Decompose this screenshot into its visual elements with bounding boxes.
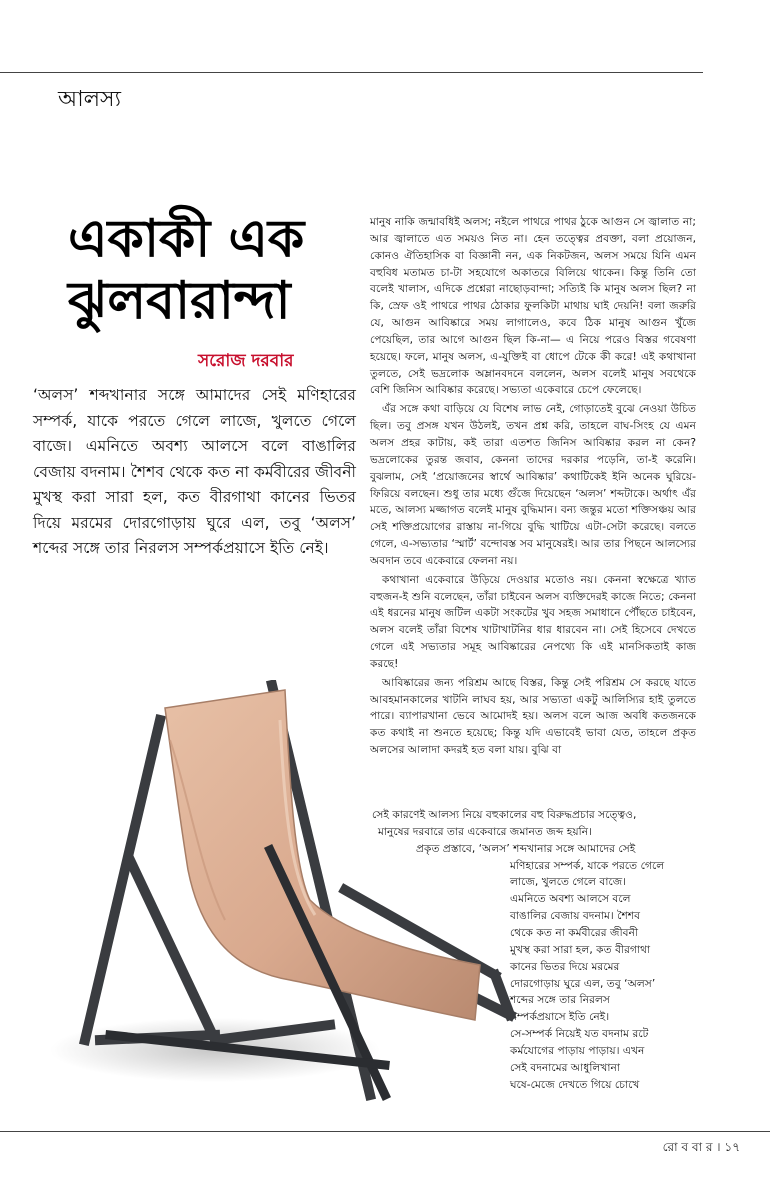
body-paragraph-3: কথাখানা একেবারে উড়িয়ে দেওয়ার মতোও নয়। কেননা স্বক্ষেত্রে খ্যাত বহুজন-ই শুনি বলেছেন, তাঁরা চাইবেন অলস ব্যক্তিদেরই কাজে নিতে; কেননা এই ধরনের মানুষ জটিল একটা সংকটের খুব সহজ সমাধানে পৌঁছতে চাইবেন, অলস বলেই তাঁরা বিশেষ খাটাখাটনির ধার ধারবেন না। সেই হিসেবে দেখতে গেলে এই সভ্যতার সমূহ আবিষ্কারের নেপথ্যে কি এই মানসিকতাই কাজ করছে! [370,572,696,670]
body-column [370,214,696,761]
wrapped-text-line: কর্মযোগের পাড়ায় পাড়ায়। এখন [510,1043,645,1057]
lede-paragraph: ‘অলস’ শব্দখানার সঙ্গে আমাদের সেই মণিহারের সম্পর্ক, যাকে পরতে গেলে লাজে, খুলতে গেলে বাজে। এমনিতে অবশ্য আলসে বলে বাঙালির বেজায় বদনাম। শৈশব থেকে কত না কর্মবীরের জীবনী মুখস্থ করা সারা হল, কত বীরগাথা কানের ভিতর দিয়ে মরমের দোরগোড়ায় ঘুরে এল, তবু ‘অলস’ শব্দের সঙ্গে তার নিরলস সম্পর্কপ্রয়াসে ইতি নেই। [33,386,356,557]
wrapped-text-line: বাঙালির বেজায় বদনাম। শৈশব [510,909,641,923]
bottom-rule [0,1131,770,1132]
wrapped-text-line: লাজে, খুলতে গেলে বাজে। [510,875,627,889]
body-paragraph-4: আবিষ্কারের জন্য পরিশ্রম আছে বিস্তর, কিন্তু সেই পরিশ্রম সে করছে যাতে আবহমানকালের খাটনি লাঘব হয়, আর সভ্যতা একটু আলিস্যির হাই তুলতে পারে। ব্যাপারখানা ভেবে আমোদই হয়। অলস বলে আজ অবধি কতজনকে কত কথাই না শুনতে হয়েছে; কিন্তু যদি এভাবেই ভাবা যেত, তাহলে প্রকৃত অলসের আলাদা কদরই হত বলা যায়। বুঝি বা [370,675,696,757]
wrapped-text-line: ঘষে-মেজে দেখতে গিয়ে চোখে [510,1077,640,1091]
author-byline: সরোজ দরবার [198,351,294,371]
wrapped-text-line: সম্পর্কপ্রয়াসে ইতি নেই। [510,1010,610,1024]
wrapped-text-line: এমনিতে অবশ্য আলসে বলে [510,892,631,906]
wrapped-text-line: মণিহারের সম্পর্ক, যাকে পরতে গেলে [510,858,665,872]
wrapped-text-line: মুখস্থ করা সারা হল, কত বীরগাথা [510,942,651,956]
wrapped-text-line: সেই বদনামের আধুলিখানা [510,1060,620,1074]
headline-line-2: ঝুলবারান্দা [68,270,291,331]
wrapped-text-line: সে-সম্পর্ক নিয়েই যত বদনাম রটে [510,1027,649,1041]
body-paragraph-2: এঁর সঙ্গে কথা বাড়িয়ে যে বিশেষ লাভ নেই, গোড়াতেই বুঝে নেওয়া উচিত ছিল। তবু প্রসঙ্গ যখন উঠলই, তখন প্রশ্ন করি, তাহলে বাঘ-সিংহ যে এমন অলস প্রহর কাটায়, কই তারা এতশত জিনিস আবিষ্কার করল না কেন? ভদ্রলোকের তুরন্ত জবাব, কেননা তাদের দরকার পড়েনি, তা-ই করেনি। বুঝলাম, সেই ‘প্রয়োজনের স্বার্থে আবিষ্কার’ কথাটিকেই ইনি অনেক ঘুরিয়ে-ফিরিয়ে বলছেন। শুধু তার মধ্যে গুঁজে দিয়েছেন ‘অলস’ শব্দটাকে। অর্থাৎ এঁর মতে, আলস্য মজ্জাগত বলেই মানুষ বুদ্ধিমান। বন্য জন্তুর মতো শক্তিসঞ্চয় আর সেই শক্তিপ্রয়োগের রাস্তায় না-গিয়ে বুদ্ধি খাটিয়ে এটা-সেটা করেছে। বলতে গেলে, এ-সভ্যতার ‘স্মার্ট’ বন্দোবস্ত সব মানুষেরই। আর তার পিছনে আলস্যের অবদান তবে একেবারে ফেলনা নয়। [370,402,696,567]
body-paragraph-1: মানুষ নাকি জন্মাবধিই অলস; নইলে পাথরে পাথর ঠুকে আগুন সে জ্বালাত না; আর জ্বালাতে এত সময়ও নিত না। হেন তত্ত্বের প্রবক্তা, বলা প্রয়োজন, কোনও ঐতিহাসিক বা বিজ্ঞানী নন, এক নিকটজন, অলস সময়ে যিনি এমন বহুবিধ মতামত চা-টা সহযোগে অকাতরে বিলিয়ে থাকেন। কিন্তু তিনি তো বলেই খালাস, এদিকে প্রশ্নেরা নাছোড়বান্দা; সত্যিই কি মানুষ অলস ছিল? না কি, স্রেফ ওই পাথরে পাথর ঠোকার ফুলকিটা মাথায় ঘাই দেয়নি! বলা জরুরি যে, আগুন আবিষ্কারে সময় লাগালেও, কবে ঠিক মানুষ আগুন খুঁজে পেয়েছিল, তার আগে আগুন ছিল কি-না— এ নিয়ে পরেও বিস্তর গবেষণা হয়েছে। ফলে, মানুষ অলস, এ-যুক্তিই বা ধোপে টেকে কী করে! এই কথাখানা তুলতে, সেই ভদ্রলোক অম্লানবদনে বললেন, অলস বলেই মানুষ সবথেকে বেশি জিনিস আবিষ্কার করেছে। সভ্যতা একেবারে চেপে ফেলেছে। [370,215,696,397]
wrapped-text-line: শব্দের সঙ্গে তার নিরলস [510,993,610,1007]
wrapped-text-line: প্রকৃত প্রস্তাবে, ‘অলস’ শব্দখানার সঙ্গে আমাদের সেই [416,841,636,855]
wrapped-text-line: কানের ভিতর দিয়ে মরমের [510,959,620,973]
wrapped-text-line: মানুষের দরবারে তার একেবারে জমানত জব্দ হয়নি। [378,824,592,838]
section-label: আলস্য [58,87,121,112]
headline [68,208,358,332]
wrapped-text-line: সেই কারণেই আলস্য নিয়ে বহুকালের বহু বিরুদ্ধপ্রচার সত্ত্বেও, [372,808,637,821]
wrapped-text-line: দোরগোড়ায় ঘুরে এল, তবু ‘অলস’ [510,976,656,990]
headline-line-1: একাকী এক [68,208,305,269]
page-footer: রো ব বা র । ১৭ [662,1140,740,1154]
top-rule [0,72,703,73]
deck-chair-illustration [40,680,520,1120]
wrapped-text-line: থেকে কত না কর্মবীরের জীবনী [510,925,639,939]
